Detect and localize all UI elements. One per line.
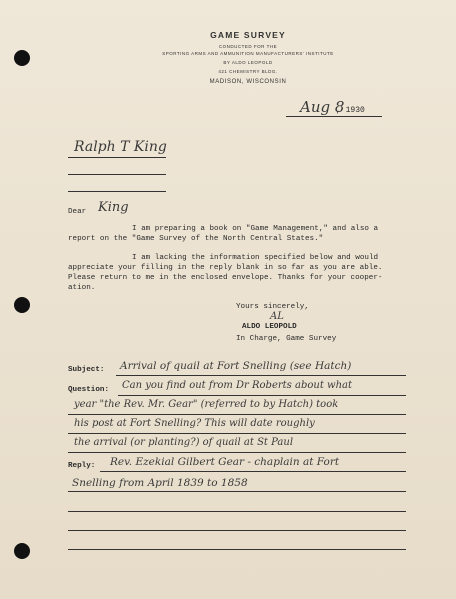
date-handwritten: Aug 8 <box>300 98 345 116</box>
subject-rule <box>116 375 406 376</box>
reply-rule <box>68 549 406 550</box>
closing-name: ALDO LEOPOLD <box>242 323 297 331</box>
salutation-dear: Dear <box>68 208 87 216</box>
address-rule <box>68 174 166 175</box>
subject-text: Arrival of quail at Fort Snelling (see Hatch) <box>120 360 352 372</box>
closing-role: In Charge, Game Survey <box>236 335 337 343</box>
reply-rule <box>100 471 406 472</box>
question-rule <box>68 414 406 415</box>
body-line: I am lacking the information specified below and would <box>132 254 379 262</box>
letterhead-by: BY ALDO LEOPOLD <box>223 60 273 65</box>
date-year: , 1930 <box>336 106 365 115</box>
question-rule <box>68 433 406 434</box>
letterhead-conducted: CONDUCTED FOR THE <box>218 44 278 49</box>
reply-line: Snelling from April 1839 to 1858 <box>72 477 248 489</box>
date-rule <box>286 116 382 117</box>
question-rule <box>68 452 406 453</box>
reply-rule <box>68 530 406 531</box>
reply-rule <box>68 491 406 492</box>
letterhead-title: GAME SURVEY <box>210 30 286 40</box>
body-line: appreciate your filling in the reply blank in so far as you are able. <box>68 264 383 272</box>
punch-hole <box>14 543 30 559</box>
subject-label: Subject: <box>68 366 105 374</box>
question-label: Question: <box>68 386 110 394</box>
recipient-name: Ralph T King <box>74 139 167 155</box>
punch-hole <box>14 297 30 313</box>
body-line: ation. <box>68 284 96 292</box>
question-rule <box>118 395 406 396</box>
question-line: the arrival (or planting?) of quail at St Paul <box>74 437 294 448</box>
address-rule <box>68 157 166 158</box>
body-line: report on the "Game Survey of the North Central States." <box>68 235 324 243</box>
letterhead-institute: SPORTING ARMS AND AMMUNITION MANUFACTURERS' INSTITUTE <box>162 51 334 56</box>
question-line: year "the Rev. Mr. Gear" (referred to by Hatch) took <box>74 399 339 410</box>
reply-line: Rev. Ezekial Gilbert Gear - chaplain at Fort <box>110 456 340 468</box>
reply-rule <box>68 511 406 512</box>
question-line: his post at Fort Snelling? This will date roughly <box>74 418 315 429</box>
closing-yours: Yours sincerely, <box>236 303 309 311</box>
question-line: Can you find out from Dr Roberts about what <box>122 380 352 391</box>
body-line: I am preparing a book on "Game Management," and also a <box>132 225 379 233</box>
letterhead-address: 421 CHEMISTRY BLDG. <box>218 69 278 74</box>
address-rule <box>68 191 166 192</box>
salutation-name: King <box>98 200 129 215</box>
closing-initials: AL <box>270 311 284 322</box>
letterhead-city: MADISON, WISCONSIN <box>209 79 287 85</box>
reply-label: Reply: <box>68 462 96 470</box>
body-line: Please return to me in the enclosed envelope. Thanks for your cooper- <box>68 274 383 282</box>
